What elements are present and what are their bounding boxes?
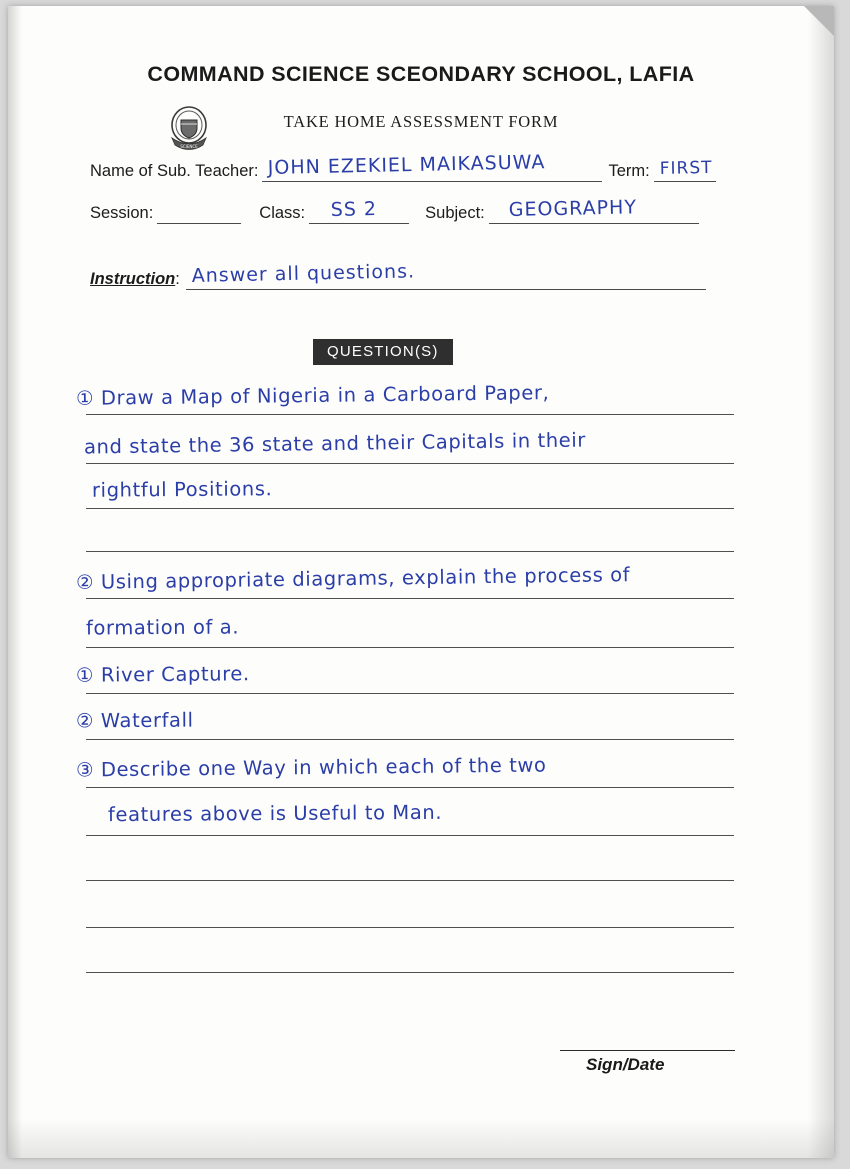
assessment-form-sheet [8, 6, 834, 1158]
instruction-value: Answer all questions. [191, 260, 416, 287]
class-input[interactable] [309, 198, 409, 224]
question-text-line: ③ Describe one Way in which each of the two [75, 753, 547, 782]
term-label: Term: [608, 162, 650, 180]
answer-line [86, 787, 734, 788]
teacher-value: JOHN EZEKIEL MAIKASUWA [268, 151, 547, 179]
class-value: SS 2 [330, 198, 378, 221]
question-text-line: features above is Useful to Man. [107, 800, 443, 827]
scan-shadow-left [8, 6, 22, 1158]
form-subtitle: TAKE HOME ASSESSMENT FORM [283, 112, 559, 131]
question-text-line: rightful Positions. [91, 477, 273, 502]
scan-shadow-right [808, 6, 834, 1158]
subject-value: GEOGRAPHY [508, 196, 637, 221]
teacher-label: Name of Sub. Teacher: [90, 162, 259, 180]
sign-date-label: Sign/Date [586, 1055, 665, 1074]
answer-line [86, 414, 734, 415]
answer-line [86, 463, 734, 464]
instruction-input[interactable] [186, 260, 706, 290]
question-text-line: ① River Capture. [75, 662, 250, 687]
answer-line [86, 508, 734, 509]
answer-line [86, 880, 734, 881]
session-label: Session: [90, 204, 154, 222]
answer-line [86, 972, 734, 973]
questions-banner: QUESTION(S) [313, 339, 453, 365]
answer-line [86, 551, 734, 552]
question-text-line: ② Waterfall [75, 708, 194, 733]
scan-shadow-bottom [8, 1118, 834, 1158]
question-text-line: ② Using appropriate diagrams, explain the process of [75, 563, 631, 594]
answer-line [86, 927, 734, 928]
term-input[interactable] [654, 157, 716, 182]
question-text-line: formation of a. [85, 615, 240, 640]
instruction-label: Instruction [90, 270, 176, 288]
answer-line [86, 647, 734, 648]
answer-line [86, 598, 734, 599]
subject-label: Subject: [425, 204, 485, 222]
question-text-line: ① Draw a Map of Nigeria in a Carboard Paper, [75, 381, 550, 410]
question-text-line: and state the 36 state and their Capitals in their [83, 428, 587, 459]
teacher-field-row [90, 151, 716, 182]
instruction-row [90, 260, 706, 290]
subject-input[interactable] [489, 196, 699, 224]
svg-text:SCIENCE: SCIENCE [180, 144, 198, 149]
answer-line [86, 693, 734, 694]
answer-line [86, 739, 734, 740]
class-label: Class: [259, 204, 306, 222]
instruction-colon: : [175, 270, 180, 288]
session-class-subject-row [90, 196, 699, 224]
sign-date-rule [560, 1050, 735, 1051]
term-value: FIRST [659, 157, 713, 179]
answer-line [86, 835, 734, 836]
teacher-input[interactable] [262, 151, 602, 182]
session-input[interactable] [157, 202, 241, 224]
page-corner-fold [802, 6, 834, 38]
school-title: COMMAND SCIENCE SCEONDARY SCHOOL, LAFIA [147, 62, 695, 86]
